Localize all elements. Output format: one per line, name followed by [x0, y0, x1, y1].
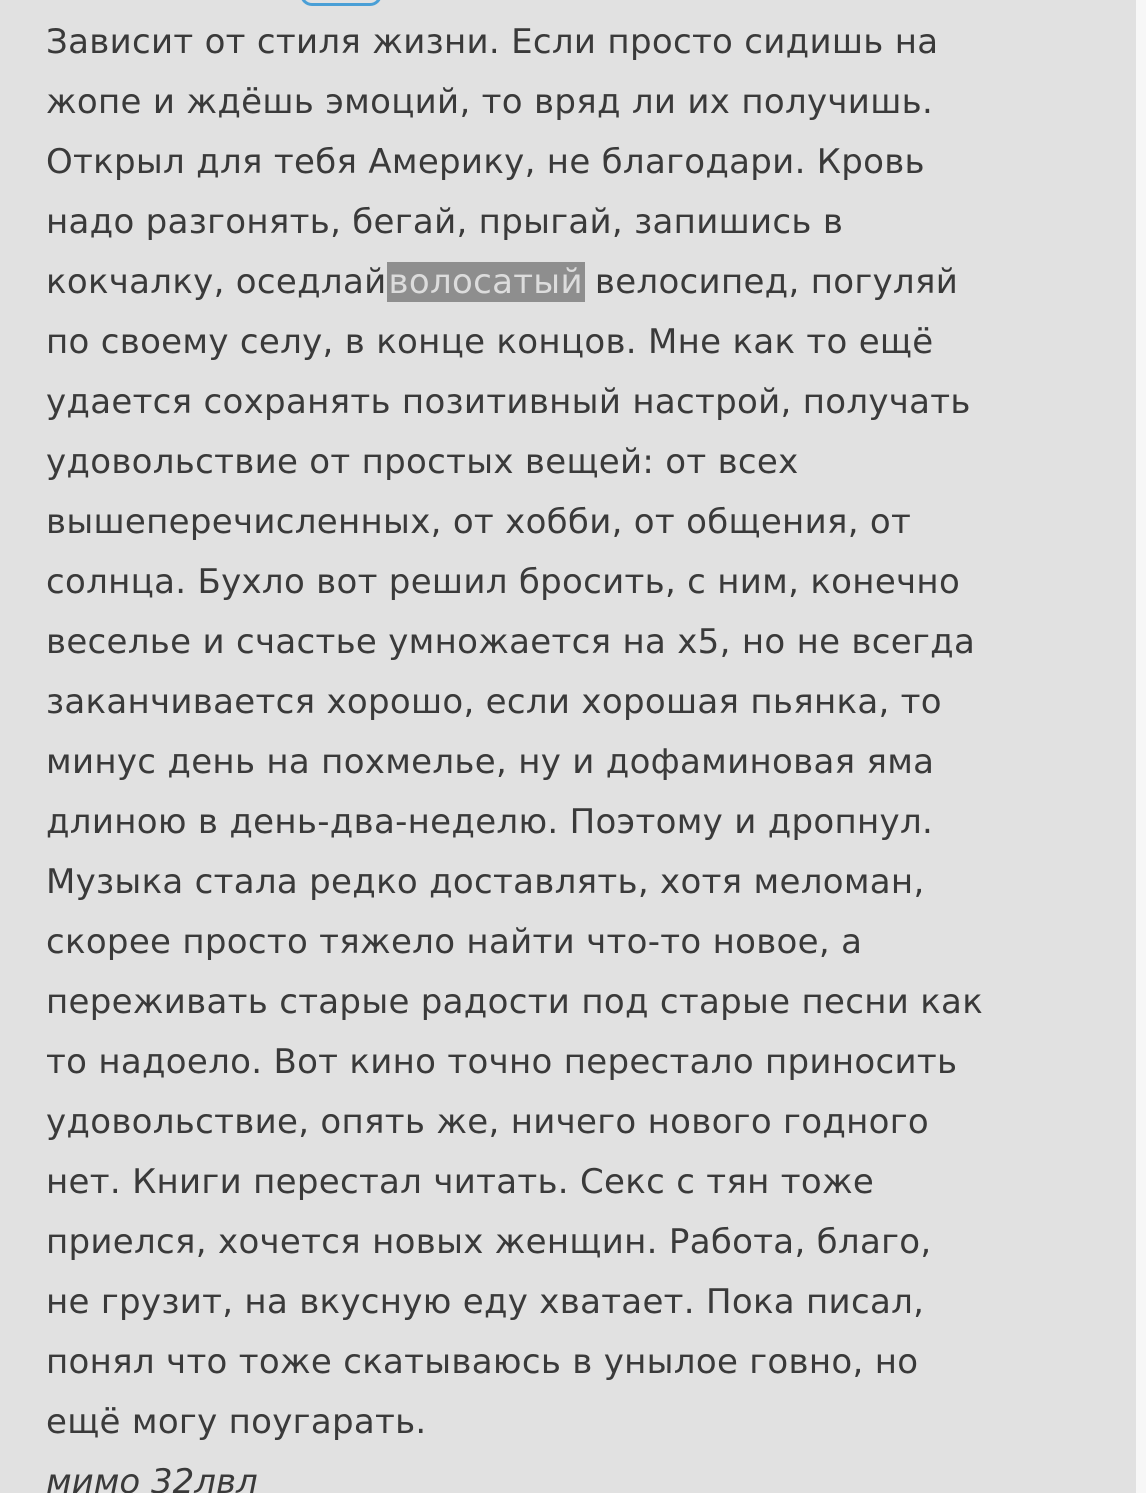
post-line: удовольствие, опять же, ничего нового годного [46, 1102, 930, 1142]
post-line: солнца. Бухло вот решил бросить, с ним, конечно [46, 562, 961, 602]
post-line: Открыл для тебя Америку, не благодари. Кровь [46, 142, 925, 182]
post-line: длиною в день-два-неделю. Поэтому и дропнул. [46, 802, 934, 842]
post-line: Музыка стала редко доставлять, хотя меломан, [46, 862, 925, 902]
post-line: веселье и счастье умножается на х5, но не всегда [46, 622, 976, 662]
post-line: приелся, хочется новых женщин. Работа, благо, [46, 1222, 932, 1262]
post-line [46, 252, 1046, 312]
spoiler-text[interactable]: волосатый [388, 262, 583, 302]
post-line: надо разгонять, бегай, прыгай, запишись в [46, 202, 844, 242]
post-line: удовольствие от простых вещей: от всех [46, 442, 799, 482]
post-line-part: велосипед, погуляй [594, 262, 959, 302]
post-line: переживать старые радости под старые песни как [46, 982, 984, 1022]
post-line: минус день на похмелье, ну и дофаминовая яма [46, 742, 935, 782]
post-line: нет. Книги перестал читать. Секс с тян тоже [46, 1162, 875, 1202]
post-line: Зависит от стиля жизни. Если просто сидишь на [46, 22, 939, 62]
reply-link-fragment[interactable] [300, 0, 382, 6]
post-line: удается сохранять позитивный настрой, получать [46, 382, 971, 422]
post-line: не грузит, на вкусную еду хватает. Пока писал, [46, 1282, 925, 1322]
post-line: жопе и ждёшь эмоций, то вряд ли их получишь. [46, 82, 934, 122]
post-line: скорее просто тяжело найти что-то новое, а [46, 922, 863, 962]
post-line: вышеперечисленных, от хобби, от общения, от [46, 502, 912, 542]
post-line: понял что тоже скатываюсь в унылое говно, но [46, 1342, 919, 1382]
post-line: то надоело. Вот кино точно перестало приносить [46, 1042, 958, 1082]
post-line: по своему селу, в конце концов. Мне как то ещё [46, 322, 934, 362]
post-line-part: кокчалку, оседлай [46, 262, 387, 302]
post-line: заканчивается хорошо, если хорошая пьянка, то [46, 682, 942, 722]
post-signature: мимо 32лвл [46, 1462, 258, 1493]
post-body [46, 12, 1046, 1452]
post-line: ещё могу поугарать. [46, 1402, 427, 1442]
